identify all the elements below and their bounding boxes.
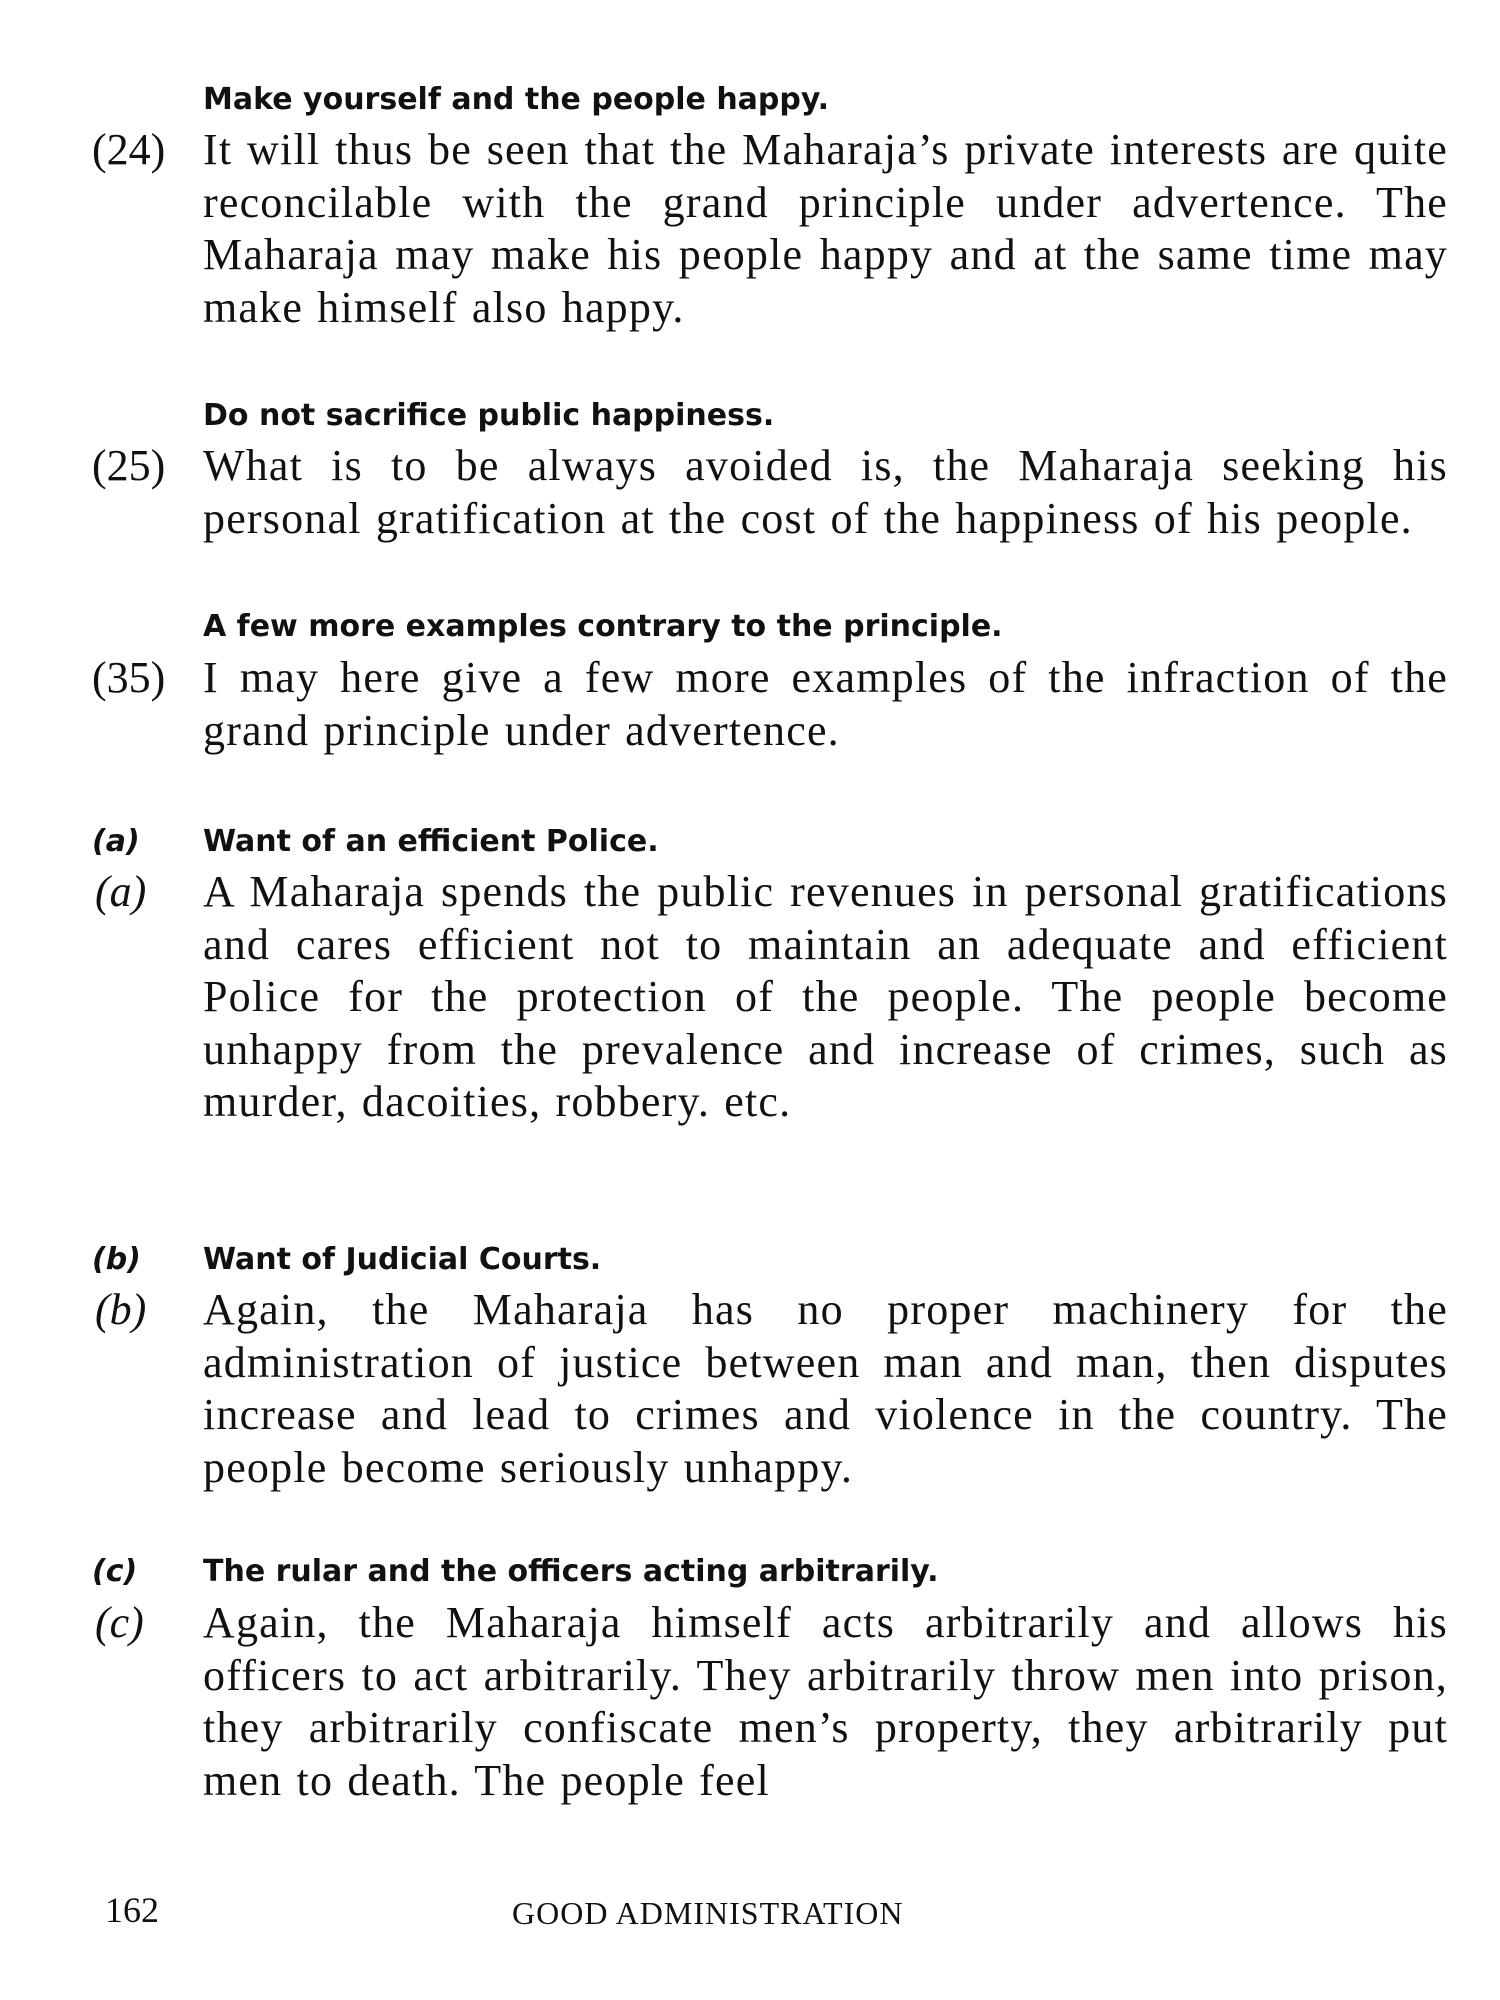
- page-number: 162: [105, 1890, 159, 1930]
- subsection-label-a: (a): [92, 824, 140, 859]
- paragraph-number-35: (35): [92, 653, 166, 702]
- paragraph-number-25: (25): [92, 441, 166, 490]
- section-heading-25: Do not sacrifice public happiness.: [203, 398, 775, 433]
- paragraph-b: Again, the Maharaja has no proper machinery for the administration of justice between man and man, then disputes increase and lead to crimes and violence in the country. The people become seriously unhappy.: [203, 1285, 1448, 1492]
- section-heading-24: Make yourself and the people happy.: [203, 82, 830, 117]
- paragraph-number-24: (24): [92, 125, 166, 174]
- section-heading-35: A few more examples contrary to the principle.: [203, 609, 1003, 644]
- paragraph-number-c: (c): [95, 1598, 144, 1647]
- paragraph-number-a: (a): [95, 867, 147, 916]
- paragraph-number-b: (b): [95, 1285, 147, 1334]
- subsection-heading-a: Want of an efficient Police.: [203, 824, 659, 859]
- paragraph-24: It will thus be seen that the Maharaja’s private interests are quite reconcilable with the grand principle under advertence. The Maharaja may make his people happy and at the same time may make himself also happy.: [203, 125, 1448, 332]
- subsection-heading-c: The rular and the officers acting arbitrarily.: [203, 1554, 939, 1589]
- running-footer-title: GOOD ADMINISTRATION: [512, 1895, 904, 1931]
- subsection-heading-b: Want of Judicial Courts.: [203, 1242, 602, 1277]
- paragraph-25: What is to be always avoided is, the Maharaja seeking his personal gratification at the cost of the happiness of his people.: [203, 441, 1448, 543]
- subsection-label-c: (c): [92, 1554, 138, 1589]
- paragraph-c: Again, the Maharaja himself acts arbitrarily and allows his officers to act arbitrarily. They arbitrarily throw men into prison, they arbitrarily confiscate men’s property, they arbitrarily put men to death. The people feel: [203, 1598, 1448, 1805]
- paragraph-a: A Maharaja spends the public revenues in personal gratifications and cares efficient not to maintain an adequate and efficient Police for the protection of the people. The people become unhappy from the prevalence and increase of crimes, such as murder, dacoities, robbery. etc.: [203, 867, 1448, 1127]
- subsection-label-b: (b): [92, 1242, 141, 1277]
- paragraph-35: I may here give a few more examples of the infraction of the grand principle under advertence.: [203, 653, 1448, 755]
